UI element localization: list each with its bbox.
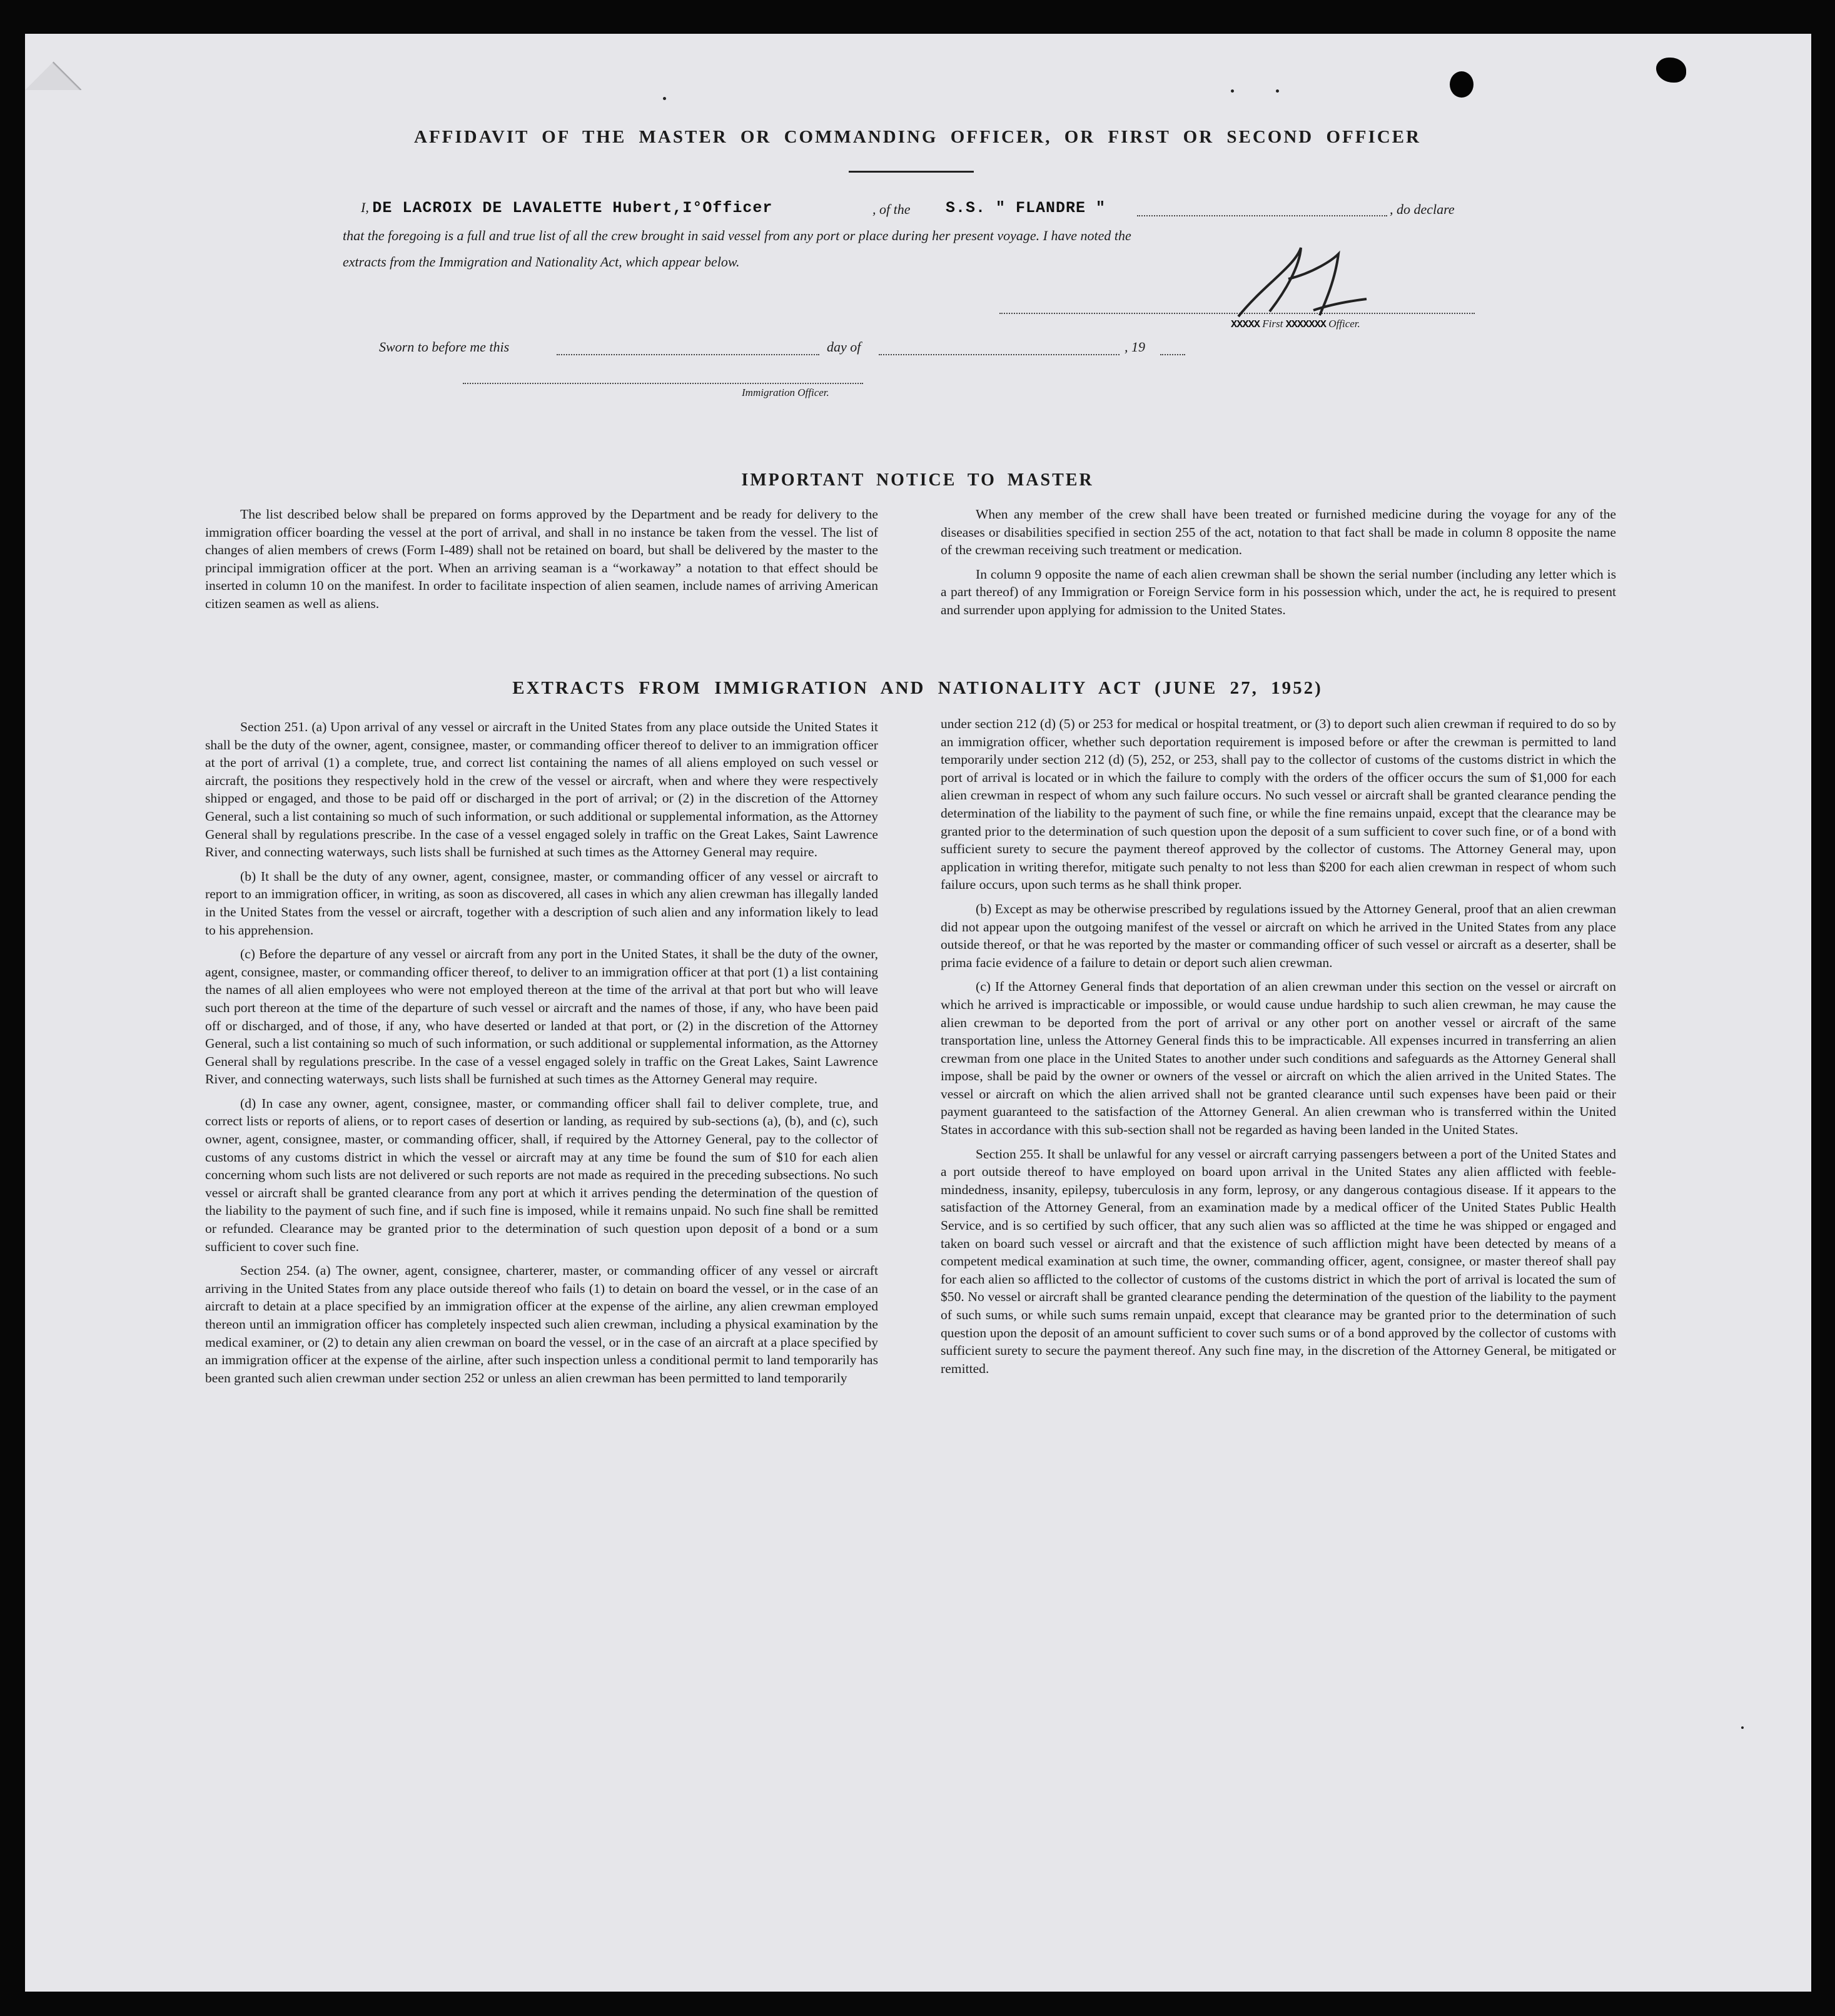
immigration-officer-line — [463, 383, 863, 384]
officer-first-label: First — [1262, 318, 1283, 330]
affidavit-title: AFFIDAVIT OF THE MASTER OR COMMANDING OFFICER, OR FIRST OR SECOND OFFICER — [414, 127, 1421, 147]
notice-right-column — [941, 505, 1616, 626]
notice-left-column — [205, 505, 878, 619]
immigration-officer-label: Immigration Officer. — [742, 387, 829, 398]
declarant-name: DE LACROIX DE LAVALETTE Hubert,I°Officer — [372, 199, 773, 217]
punch-hole — [1450, 71, 1474, 98]
struck-text-right: XXXXXXX — [1285, 319, 1326, 331]
speck — [1741, 1726, 1744, 1729]
section-254-a-continued: under section 212 (d) (5) or 253 for medical or hospital treatment, or (3) to deport such alien crewman if required to do so by an immigration officer, whether such deportation requirement is imposed before or after the crewman is permitted to land temporarily under section 212 (d) (5), 252, or 253, shall pay to the collector of customs of the customs district in which the port of arrival is located or in which the failure to comply with the orders of the officer occurs the sum of $1,000 for each alien crewman in respect of whom any such failure occurs. No such vessel or aircraft shall be granted clearance pending the determination of the liability to the payment of such fine, or while the fine remains unpaid, except that the clearance may be granted prior to the determination of such question upon the deposit of a sum sufficient to cover such fine, or of a bond with sufficient surety to secure the payment thereof approved by the collector of customs. The Attorney General may, upon application in writing therefor, mitigate such penalty to not less than $200 for each alien crewman in respect of whom such failure occurs, upon such terms as he shall think proper. — [941, 716, 1616, 893]
notice-paragraph: The list described below shall be prepared on forms approved by the Department and be ready for delivery to the immigration officer boarding the vessel at the port of arrival, and shall in no instance be taken from the vessel. The list of changes of alien members of crews (Form I-489) shall not be retained on board, but shall be delivered by the master to the principal immigration officer at the port. When an arriving seaman is a “workaway” a notation to that effect should be inserted in column 10 on the manifest. In order to facilitate inspection of alien seamen, include names of arriving American citizen seamen as well as aliens. — [205, 507, 878, 611]
declaration-line — [361, 199, 772, 217]
officer-designation — [1231, 318, 1360, 331]
speck — [1231, 89, 1234, 93]
statement-line-1: that the foregoing is a full and true list of all the crew brought in said vessel from any port or place during her present voyage. I have noted the — [343, 228, 1131, 243]
extracts-right-column — [941, 715, 1616, 1384]
section-251-b: (b) It shall be the duty of any owner, agent, consignee, master, or commanding officer of any vessel or aircraft to report to an immigration officer, in writing, as soon as discovered, all cases in which any alien crewman has illegally landed in the United States from the vessel or aircraft, together with a description of such alien and any information likely to lead to his apprehension. — [205, 868, 878, 938]
vessel-dotted-line — [1137, 215, 1387, 216]
section-255: Section 255. It shall be unlawful for any vessel or aircraft carrying passengers between a port of the United States and a port outside thereof to have employed on board upon arrival in the United States any alien afflicted with feeble-mindedness, insanity, epilepsy, tuberculosis in any form, leprosy, or any dangerous contagious disease. If it appears to the satisfaction of the Attorney General, from an examination made by a medical officer of the United States Public Health Service, and is so certified by such officer, that any such alien was so afflicted at the time he was shipped or engaged and taken on board such vessel or aircraft and that the existence of such affliction might have been detected by means of a competent medical examination at such time, the owner, commanding officer, agent, consignee, or master thereof shall pay for each alien so afflicted to the collector of customs of the customs district in which the port of arrival is located the sum of $50. No vessel or aircraft shall be granted clearance pending the determination of the question of the liability to the payment of such sums, or while such sums remain unpaid, except that clearance may be granted prior to the determination of such question upon the deposit of an amount sufficient to cover such sums or of a bond approved by the collector of customs with sufficient surety to secure the payment thereof. Any such fine may, in the discretion of the Attorney General, be mitigated or remitted. — [941, 1146, 1616, 1376]
speck — [663, 97, 666, 100]
section-254-b: (b) Except as may be otherwise prescribed by regulations issued by the Attorney General, proof that an alien crewman did not appear upon the outgoing manifest of the vessel or aircraft on which he arrived in the United States from any place outside thereof, or that he was reported by the master or commanding officer of such vessel or aircraft as a deserter, shall be prima facie evidence of a failure to detain or deport such alien crewman. — [941, 901, 1616, 970]
speck — [1276, 89, 1279, 93]
section-251-a: Section 251. (a) Upon arrival of any vessel or aircraft in the United States from any place outside the United States it shall be the duty of the owner, agent, consignee, master, or commanding officer thereof to deliver to an immigration officer at the port of arrival (1) a complete, true, and correct list containing the names of all aliens employed on such vessel or aircraft, the positions they respectively hold in the crew of the vessel or aircraft, when and where they were respectively shipped or engaged, and those to be paid off or discharged in the port of arrival; or (2) in the discretion of the Attorney General, such a list containing so much of such information, or such additional or supplemental information, as the Attorney General shall by regulations prescribe. In the case of a vessel engaged solely in traffic on the Great Lakes, Saint Lawrence River, and connecting waterways, such lists shall be furnished at such times as the Attorney General may require. — [205, 719, 878, 860]
notice-paragraph: In column 9 opposite the name of each alien crewman shall be shown the serial number (including any letter which is a part thereof) of any Immigration or Foreign Service form in his possession which, under the act, he is required to present and surrender upon applying for admission to the United States. — [941, 566, 1616, 617]
sworn-date-line — [557, 354, 819, 355]
notice-paragraph: When any member of the crew shall have been treated or furnished medicine during the voyage for any of the diseases or disabilities specified in section 255 of the act, notation to that fact shall be made in column 8 opposite the name of the crewman receiving such treatment or medication. — [941, 507, 1616, 558]
sworn-label: Sworn to before me this — [379, 339, 510, 355]
section-254-c: (c) If the Attorney General finds that deportation of an alien crewman under this section on the vessel or aircraft on which he arrived is impracticable or impossible, or would cause undue hardship to such alien crewman, he may cause the alien crewman to be deported from the port of arrival or any other port on another vessel or aircraft of the same transportation line, unless the Attorney General finds this to be impracticable. All expenses incurred in transferring an alien crewman from one place in the United States to another under such conditions and safeguards as the Attorney General shall impose, shall be paid by the owner or owners of the vessel or aircraft on which the alien arrived in the United States. The vessel or aircraft on which the alien arrived shall not be granted clearance until such expenses have been paid or their payment guaranteed to the satisfaction of the Attorney General. An alien crewman who is transferred within the United States in accordance with this sub-section shall not be regarded as having been landed in the United States. — [941, 979, 1616, 1138]
notice-title: IMPORTANT NOTICE TO MASTER — [741, 470, 1094, 490]
officer-suffix-label: Officer. — [1328, 318, 1360, 330]
title-rule — [849, 171, 974, 173]
month-line — [879, 354, 1120, 355]
vessel-name: S.S. " FLANDRE " — [946, 199, 1106, 217]
section-254-a: Section 254. (a) The owner, agent, consignee, charterer, master, or commanding officer of any vessel or aircraft arriving in the United States from any place outside thereof who fails (1) to detain on board the vessel, or in the case of an aircraft to detain at a place specified by an immigration officer at the expense of the airline, any alien crewman employed thereon until an immigration officer has completely inspected such alien crewman, including a physical examination by the medical examiner, or (2) to detain any alien crewman on board the vessel, or in the case of an aircraft at a place specified by an immigration officer at the expense of the airline, after such inspection unless a conditional permit to land temporarily has been granted such alien crewman under section 252 or unless an alien crewman has been permitted to land temporarily — [205, 1263, 878, 1385]
year-line — [1160, 354, 1185, 355]
statement-line-2: extracts from the Immigration and Nationality Act, which appear below. — [343, 254, 740, 270]
struck-text-left: XXXXX — [1231, 319, 1260, 331]
declarant-prefix: I, — [361, 200, 369, 215]
extracts-title: EXTRACTS FROM IMMIGRATION AND NATIONALITY ACT (JUNE 27, 1952) — [512, 678, 1323, 698]
section-251-c: (c) Before the departure of any vessel or aircraft from any port in the United States, it shall be the duty of the owner, agent, consignee, master, or commanding officer thereof, to deliver to an immigration officer at that port (1) a list containing the names of all alien employees who were not employed thereon at the time of the arrival at that port but who will leave such port thereon at the time of the departure of such vessel or aircraft and the names of those, if any, who have been paid off or discharged, and of those, if any, who have deserted or landed at that port, or (2) in the discretion of the Attorney General, such a list containing so much of such information, or such additional or supplemental information, as the Attorney General shall by regulations prescribe. In the case of a vessel engaged solely in traffic on the Great Lakes, Saint Lawrence River, and connecting waterways, such lists shall be furnished at such times as the Attorney General may require. — [205, 946, 878, 1087]
day-of-label: day of — [827, 339, 861, 355]
section-251-d: (d) In case any owner, agent, consignee, master, or commanding officer shall fail to deliver complete, true, and correct lists or reports of aliens, or to report cases of desertion or landing, as required by sub-sections (a), (b), and (c), such owner, agent, consignee, master, or commanding officer, shall, if required by the Attorney General, pay to the collector of customs of any customs district in which the vessel or aircraft may at any time be found the sum of $10 for each alien concerning whom such lists are not delivered or such reports are not made as required in the preceding subsections. No such vessel or aircraft shall be granted clearance from any port at which it arrives pending the determination of the question of the liability to the payment of such fine, and if such fine is imposed, while it remains unpaid. No such fine shall be remitted or refunded. Clearance may be granted prior to the determination of such question upon deposit of a bond or a sum sufficient to cover such fine. — [205, 1095, 878, 1254]
extracts-left-column — [205, 718, 878, 1393]
do-declare-label: , do declare — [1390, 201, 1455, 217]
of-the-label: , of the — [872, 201, 911, 217]
handwritten-signature — [1226, 241, 1370, 323]
year-label: , 19 — [1125, 339, 1145, 355]
